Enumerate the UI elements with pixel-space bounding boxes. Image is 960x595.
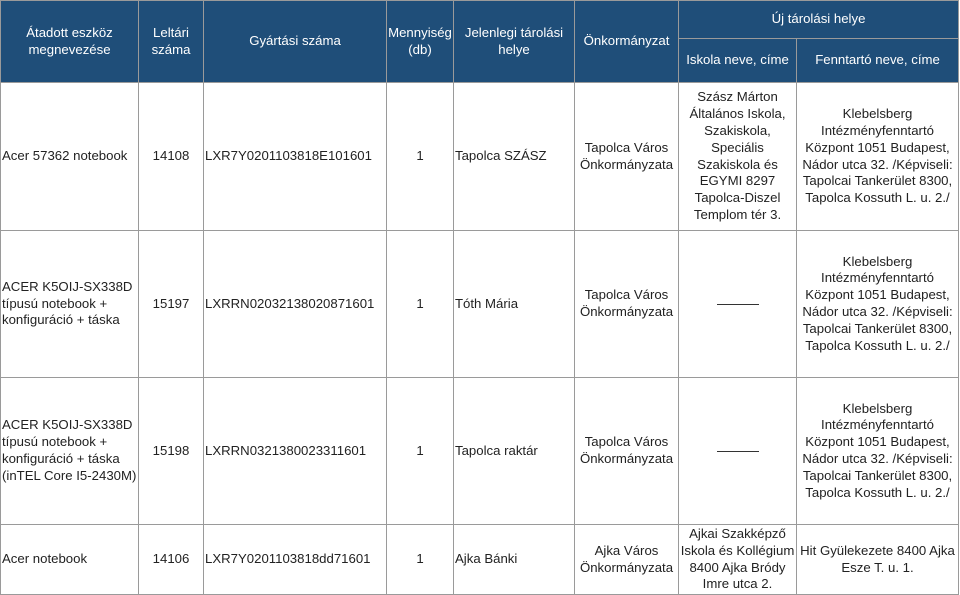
maintainer-cell: Klebelsberg Intézményfenntartó Központ 1051 Budapest, Nádor utca 32. /Képviseli: Tapolcai Tankerület 8300, Tapolca Kossuth L. u. 2./: [797, 231, 959, 378]
inventory-number-cell: 15198: [139, 378, 204, 525]
header-serial-number: Gyártási száma: [204, 1, 387, 83]
current-location-cell: Tapolca SZÁSZ: [454, 83, 575, 231]
municipality-cell: Tapolca Város Önkormányzata: [575, 378, 679, 525]
current-location-cell: Tóth Mária: [454, 231, 575, 378]
school-cell: Ajkai Szakképző Iskola és Kollégium 8400 Ajka Bródy Imre utca 2.: [679, 525, 797, 595]
maintainer-cell: Klebelsberg Intézményfenntartó Központ 1051 Budapest, Nádor utca 32. /Képviseli: Tapolcai Tankerület 8300, Tapolca Kossuth L. u. 2./: [797, 378, 959, 525]
maintainer-cell: Hit Gyülekezete 8400 Ajka Esze T. u. 1.: [797, 525, 959, 595]
school-cell-empty: [679, 231, 797, 378]
inventory-number-cell: 14106: [139, 525, 204, 595]
empty-dash: [717, 451, 759, 452]
quantity-cell: 1: [387, 378, 454, 525]
maintainer-cell: Klebelsberg Intézményfenntartó Központ 1051 Budapest, Nádor utca 32. /Képviseli: Tapolcai Tankerület 8300, Tapolca Kossuth L. u. 2./: [797, 83, 959, 231]
quantity-cell: 1: [387, 231, 454, 378]
empty-dash: [717, 304, 759, 305]
municipality-cell: Tapolca Város Önkormányzata: [575, 83, 679, 231]
device-name-cell: Acer notebook: [1, 525, 139, 595]
municipality-cell: Ajka Város Önkormányzata: [575, 525, 679, 595]
header-inventory-number: Leltári száma: [139, 1, 204, 83]
school-cell: Szász Márton Általános Iskola, Szakiskola, Speciális Szakiskola és EGYMI 8297 Tapolca-Diszel Templom tér 3.: [679, 83, 797, 231]
serial-number-cell: LXR7Y0201103818dd71601: [204, 525, 387, 595]
quantity-cell: 1: [387, 525, 454, 595]
header-municipality: Önkormányzat: [575, 1, 679, 83]
table-row: [1, 378, 959, 525]
header-school: Iskola neve, címe: [679, 39, 797, 83]
header-current-location: Jelenlegi tárolási helye: [454, 1, 575, 83]
header-new-location: Új tárolási helye: [679, 1, 959, 39]
school-cell-empty: [679, 378, 797, 525]
device-name-cell: Acer 57362 notebook: [1, 83, 139, 231]
header-quantity: Mennyiség (db): [387, 1, 454, 83]
header-maintainer: Fenntartó neve, címe: [797, 39, 959, 83]
serial-number-cell: LXR7Y0201103818E101601: [204, 83, 387, 231]
inventory-number-cell: 15197: [139, 231, 204, 378]
inventory-number-cell: 14108: [139, 83, 204, 231]
current-location-cell: Ajka Bánki: [454, 525, 575, 595]
serial-number-cell: LXRRN02032138020871601: [204, 231, 387, 378]
header-device-name: Átadott eszköz megnevezése: [1, 1, 139, 83]
table-row: [1, 83, 959, 231]
table-row: [1, 231, 959, 378]
current-location-cell: Tapolca raktár: [454, 378, 575, 525]
device-name-cell: ACER K5OIJ-SX338D típusú notebook + konfiguráció + táska (inTEL Core I5-2430M): [1, 378, 139, 525]
municipality-cell: Tapolca Város Önkormányzata: [575, 231, 679, 378]
serial-number-cell: LXRRN0321380023311601: [204, 378, 387, 525]
device-name-cell: ACER K5OIJ-SX338D típusú notebook + konfiguráció + táska: [1, 231, 139, 378]
quantity-cell: 1: [387, 83, 454, 231]
table-row: [1, 525, 959, 595]
